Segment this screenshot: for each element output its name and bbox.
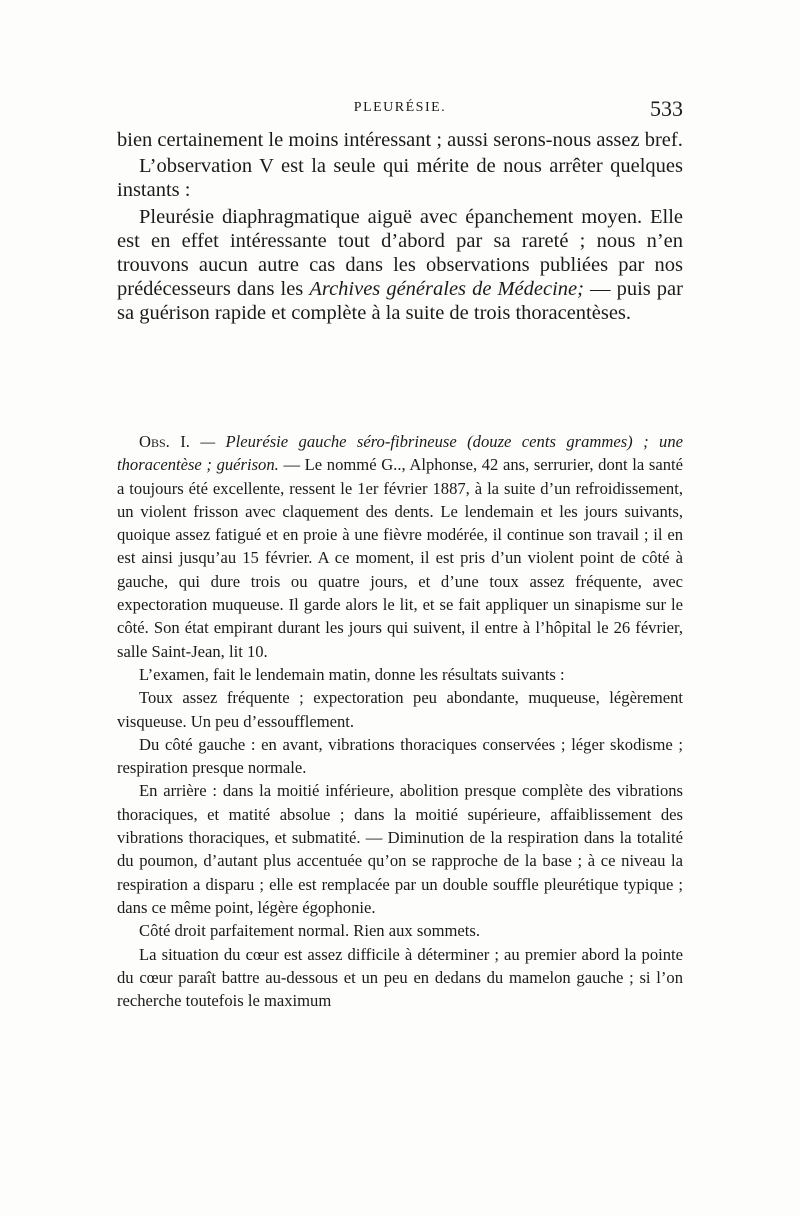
paragraph <box>117 205 683 326</box>
observation-paragraph: Toux assez fréquente ; expectoration peu abondante, muqueuse, légèrement visqueuse. Un peu d’essoufflement. <box>117 688 683 731</box>
observation-intro <box>117 430 683 663</box>
paragraph <box>117 154 683 202</box>
observation-label: Obs. I. <box>139 432 190 451</box>
paragraph <box>117 128 683 152</box>
observation-paragraph: Côté droit parfaitement normal. Rien aux sommets. <box>139 921 481 941</box>
observation-title: — Pleurésie gauche séro-fibrineuse (douze cents grammes) ; une thoracentèse ; guérison. <box>117 432 683 475</box>
observation-paragraph: En arrière : dans la moitié inférieure, abolition presque complète des vibrations thoraciques, et matité absolue ; dans la moitié supérieure, affaiblissement des vibrations thoraciques, et submatité. — Diminution de la respiration dans la totalité du poumon, d’autant plus accentuée qu’on se rapproche de la base ; à ce niveau la respiration a disparu ; elle est remplacée par un double souffle pleurétique typique ; dans ce même point, légère égophonie. <box>117 781 683 917</box>
journal-title: Archives générales de Médecine; <box>309 278 584 301</box>
running-title: PLEURÉSIE. <box>353 100 447 115</box>
running-header <box>117 96 683 122</box>
observation-paragraph: Du côté gauche : en avant, vibrations thoraciques conservées ; léger skodisme ; respiration presque normale. <box>117 734 683 778</box>
observation-paragraph: L’examen, fait le lendemain matin, donne les résultats suivants : <box>139 664 565 684</box>
paragraph-text: Pleurésie diaphragmatique aiguë avec épanchement moyen. Elle est en effet intéressante tout d’abord par sa rareté ; nous n’en trouvons aucun autre cas dans les observations publiées par nos prédécesseurs dans les <box>117 205 683 301</box>
page-number: 533 <box>650 96 683 121</box>
observation-paragraph: La situation du cœur est assez difficile à déterminer ; au premier abord la pointe du cœur paraît battre au-dessous et un peu en dedans du mamelon gauche ; si l’on recherche toutefois le maximum <box>117 944 683 1011</box>
main-text <box>117 128 683 326</box>
observation-text <box>117 430 683 1012</box>
paragraph-text: L’observation V est la seule qui mérite de nous arrêter quelques instants : <box>117 155 683 202</box>
paragraph-text: bien certainement le moins intéressant ; aussi serons-nous assez bref. <box>117 129 683 151</box>
observation-intro-text: — Le nommé G.., Alphonse, 42 ans, serrurier, dont la santé a toujours été excellente, ressent le 1er février 1887, à la suite d’un refroidissement, un violent frisson avec claquement des dents. Le lendemain et les jours suivants, quoique assez fatigué et en proie à une fièvre modérée, il continue son travail ; il en est ainsi jusqu’au 15 février. A ce moment, il est pris d’un violent point de côté à gauche, qui dure trois ou quatre jours, et d’une toux assez fréquente, avec expectoration muqueuse. Il garde alors le lit, et se fait appliquer un sinapisme sur le côté. Son état empirant durant les jours qui suivent, il entre à l’hôpital le 26 février, salle Saint-Jean, lit 10. <box>117 455 683 661</box>
paragraph-text: — puis par sa guérison rapide et complète à la suite de trois thoracentèses. <box>117 278 683 325</box>
